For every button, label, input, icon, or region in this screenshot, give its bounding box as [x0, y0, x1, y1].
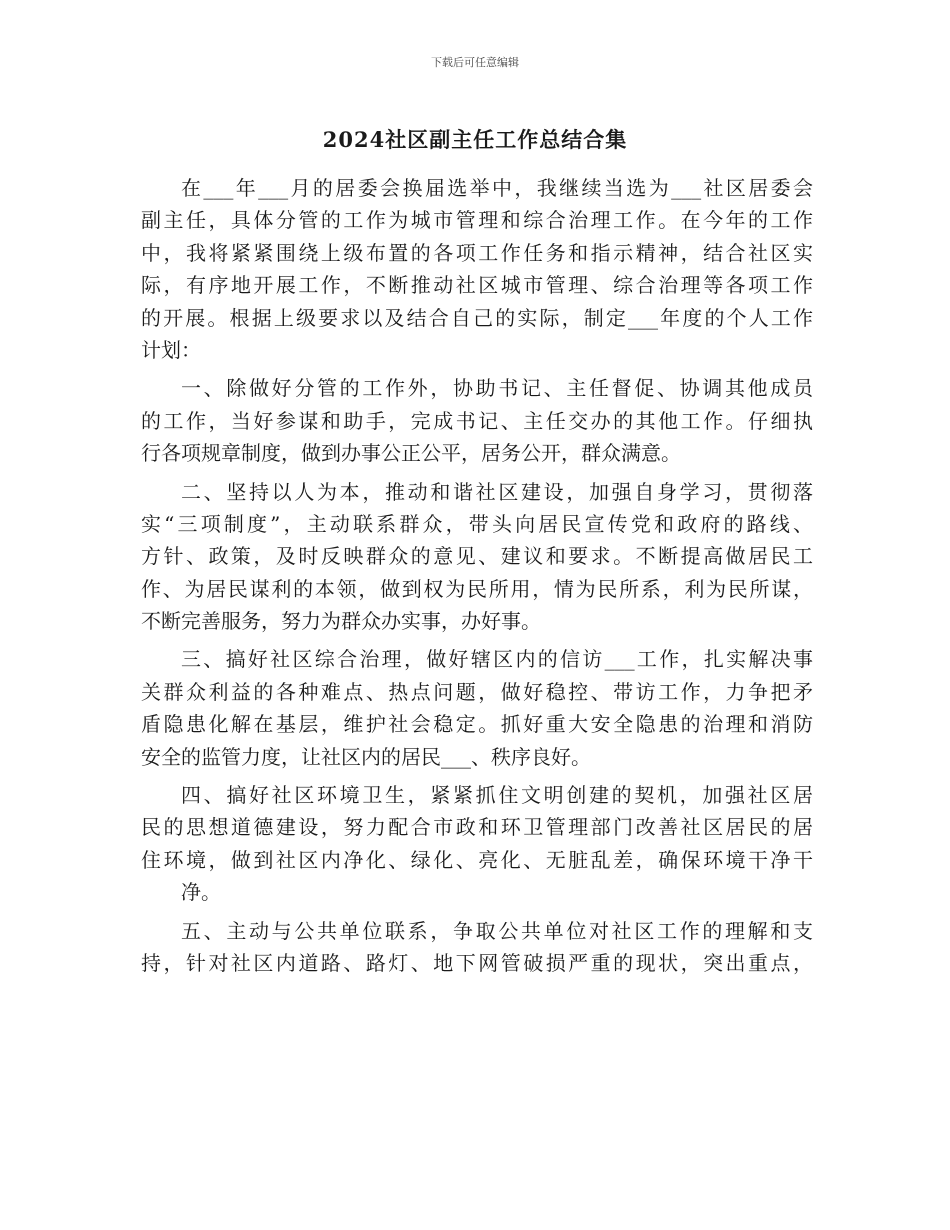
paragraph-item-5: [141, 915, 813, 980]
paragraph-line: 五、主动与公共单位联系，争取公共单位对社区工作的理解和支: [181, 918, 813, 943]
paragraph-line: 际，有序地开展工作，不断推动社区城市管理、综合治理等各项工作: [141, 273, 813, 298]
paragraph-line: 净。: [181, 880, 221, 905]
paragraph-line: 的开展。根据上级要求以及结合自己的实际，制定___年度的个人工作: [141, 305, 813, 330]
paragraph-line: 三、搞好社区综合治理，做好辖区内的信访___工作，扎实解决事: [181, 647, 813, 672]
paragraph-line: 副主任，具体分管的工作为城市管理和综合治理工作。在今年的工作: [141, 208, 813, 233]
paragraph-line: 行各项规章制度，做到办事公正公平，居务公开，群众满意。: [141, 441, 681, 466]
paragraph-line: 住环境，做到社区内净化、绿化、亮化、无脏乱差，确保环境干净干: [141, 847, 813, 872]
paragraph-item-2: [141, 476, 813, 638]
paragraph-line: 实“三项制度”，主动联系群众，带头向居民宣传党和政府的路线、: [141, 511, 813, 536]
paragraph-line: 盾隐患化解在基层，维护社会稳定。抓好重大安全隐患的治理和消防: [141, 712, 813, 737]
paragraph-item-1: [141, 372, 813, 469]
paragraph-item-3: [141, 643, 813, 773]
paragraph-line: 四、搞好社区环境卫生，紧紧抓住文明创建的契机，加强社区居: [181, 783, 813, 808]
paragraph-line: 在___年___月的居委会换届选举中，我继续当选为___社区居委会: [181, 176, 813, 200]
paragraph-line: 二、坚持以人为本，推动和谐社区建设，加强自身学习，贯彻落: [181, 479, 813, 504]
paragraph-line: 方针、政策，及时反映群众的意见、建议和要求。不断提高做居民工: [141, 544, 813, 569]
paragraph-line: 作、为居民谋利的本领，做到权为民所用，情为民所系，利为民所谋，: [141, 576, 813, 601]
paragraph-item-4: [141, 779, 813, 909]
paragraph-line: 中，我将紧紧围绕上级布置的各项工作任务和指示精神，结合社区实: [141, 240, 813, 265]
paragraph-intro: [141, 172, 813, 366]
header-note: 下载后可任意编辑: [431, 56, 519, 69]
paragraph-line: 的工作，当好参谋和助手，完成书记、主任交办的其他工作。仔细执: [141, 408, 813, 433]
paragraph-line: 计划：: [141, 337, 201, 362]
document-title: 2024社区副主任工作总结合集: [322, 127, 628, 152]
document-body: [141, 172, 813, 979]
paragraph-line: 不断完善服务，努力为群众办实事，办好事。: [141, 609, 541, 634]
paragraph-line: 一、除做好分管的工作外，协助书记、主任督促、协调其他成员: [181, 376, 813, 401]
paragraph-line: 安全的监管力度，让社区内的居民___、秩序良好。: [141, 744, 591, 769]
paragraph-line: 民的思想道德建设，努力配合市政和环卫管理部门改善社区居民的居: [141, 815, 813, 840]
paragraph-line: 持，针对社区内道路、路灯、地下网管破损严重的现状，突出重点，: [141, 950, 813, 975]
paragraph-line: 关群众利益的各种难点、热点问题，做好稳控、带访工作，力争把矛: [141, 679, 813, 704]
